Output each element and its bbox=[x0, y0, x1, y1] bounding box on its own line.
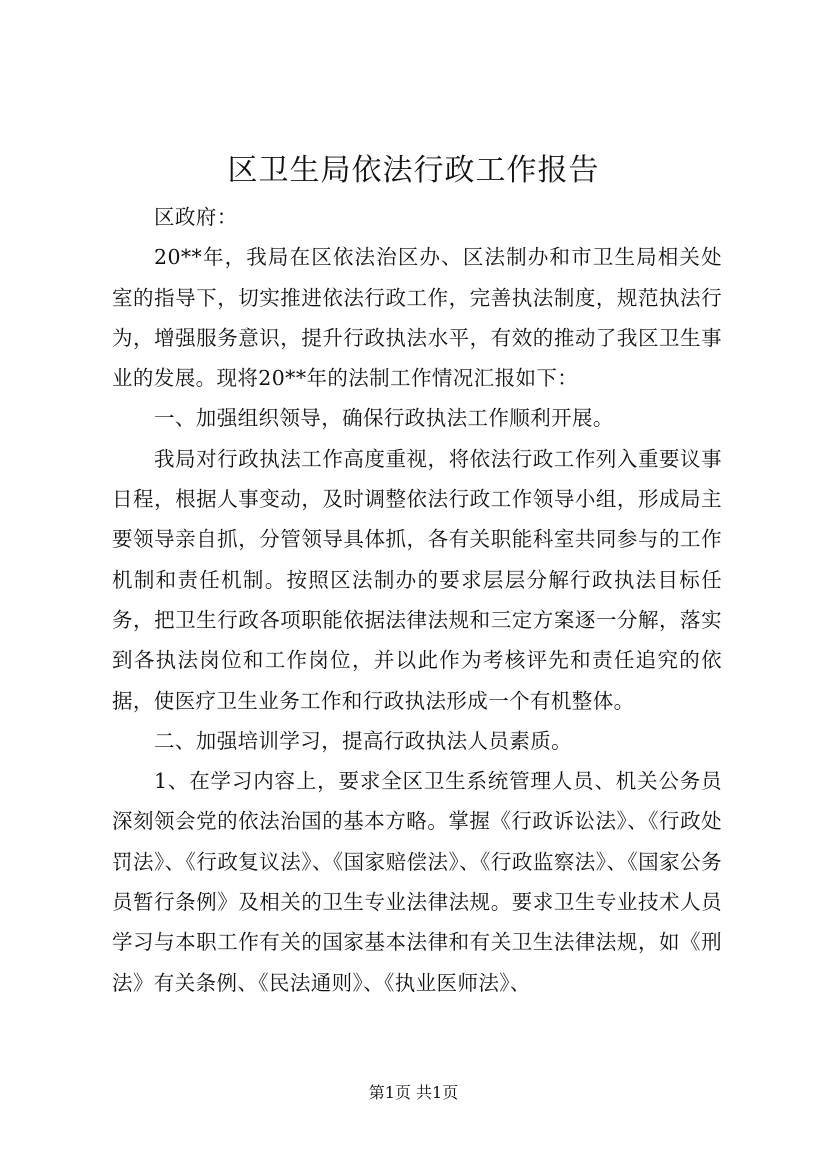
page-footer: 第1页 共1页 bbox=[368, 1083, 459, 1102]
section-heading-1: 一、加强组织领导，确保行政执法工作顺利开展。 bbox=[154, 406, 614, 431]
document-body bbox=[112, 197, 722, 1003]
paragraph-section-2-item-1: 1、在学习内容上，要求全区卫生系统管理人员、机关公务员深刻领会党的依法治国的基本方略。掌握《行政诉讼法》、《行政处罚法》、《行政复议法》、《国家赔偿法》、《行政监察法》、《国家公务员暂行条例》及相关的卫生专业法律法规。要求卫生专业技术人员学习与本职工作有关的国家基本法律和有关卫生法律法规，如《刑法》有关条例、《民法通则》、《执业医师法》、 bbox=[112, 769, 722, 995]
salutation: 区政府： bbox=[154, 205, 238, 229]
document-title: 区卫生局依法行政工作报告 bbox=[227, 153, 600, 188]
paragraph-intro: 20**年，我局在区依法治区办、区法制办和市卫生局相关处室的指导下，切实推进依法行政工作，完善执法制度，规范执法行为，增强服务意识，提升行政执法水平，有效的推动了我区卫生事业的发展。现将20**年的法制工作情况汇报如下： bbox=[112, 245, 722, 391]
paragraph-section-1: 我局对行政执法工作高度重视，将依法行政工作列入重要议事日程，根据人事变动，及时调整依法行政工作领导小组，形成局主要领导亲自抓，分管领导具体抓，各有关职能科室共同参与的工作机制和责任机制。按照区法制办的要求层层分解行政执法目标任务，把卫生行政各项职能依据法律法规和三定方案逐一分解，落实到各执法岗位和工作岗位，并以此作为考核评先和责任追究的依据，使医疗卫生业务工作和行政执法形成一个有机整体。 bbox=[112, 446, 722, 713]
section-heading-2: 二、加强培训学习，提高行政执法人员素质。 bbox=[154, 728, 572, 753]
